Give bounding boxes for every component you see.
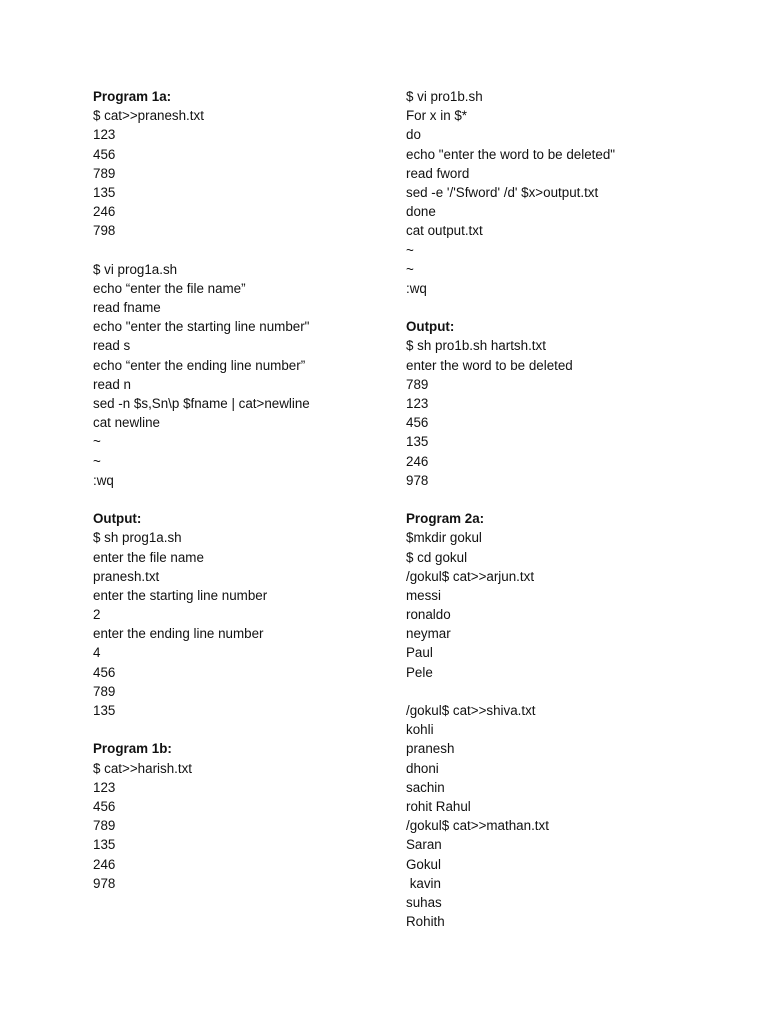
right-text-line: suhas [406,894,442,910]
right-section-heading: Program 2a: [406,511,485,527]
right-text-line: enter the word to be deleted [406,357,573,373]
right-text-line: 135 [406,434,429,450]
right-text-line: messi [406,587,441,603]
right-text-line: neymar [406,626,451,642]
left-section-heading: Program 1a: [93,89,172,104]
right-text-line: ronaldo [406,607,451,623]
left-text-line: $ vi prog1a.sh [93,261,178,277]
left-section-heading: Program 1b: [93,741,172,757]
right-text-line: rohit Rahul [406,798,471,814]
left-text-line: 246 [93,856,116,872]
right-blank-line [406,298,706,317]
left-text-line: 2 [93,607,101,623]
right-text-line: done [406,204,436,220]
right-text-line: sachin [406,779,445,795]
left-text-line: echo “enter the ending line number” [93,357,306,373]
right-text-line: Paul [406,645,433,661]
left-text-line: 798 [93,223,116,239]
right-column [406,87,706,931]
left-text-line: :wq [93,472,114,488]
right-text-line: kavin [406,875,441,891]
right-text-line: Rohith [406,914,445,930]
right-text-line: Pele [406,664,433,680]
left-section-heading: Output: [93,511,142,527]
left-text-line: 135 [93,184,116,200]
right-text-line: 246 [406,453,429,469]
right-blank-line [406,682,706,701]
left-text-line: pranesh.txt [93,568,160,584]
right-text-line: $ sh pro1b.sh hartsh.txt [406,338,546,354]
right-text-line: /gokul$ cat>>arjun.txt [406,568,535,584]
left-text-line: $ cat>>harish.txt [93,760,192,776]
left-text-line: 789 [93,818,116,834]
left-text-line: sed -n $s,Sn\p $fname | cat>newline [93,396,310,411]
right-section-heading: Output: [406,319,455,335]
left-text-line: 135 [93,837,116,853]
left-text-line: 978 [93,875,116,891]
left-text-line: ~ [93,434,101,450]
right-text-line: echo "enter the word to be deleted" [406,146,616,162]
left-text-line: 456 [93,664,116,680]
right-text-line: read fword [406,165,470,181]
left-text-line: 456 [93,146,116,162]
left-text-line: echo "enter the starting line number" [93,319,310,335]
left-text-line: cat newline [93,415,160,431]
right-text-line: For x in $* [406,108,468,124]
left-text-line: 456 [93,798,116,814]
right-text-line: ~ [406,242,414,258]
left-text-line: enter the file name [93,549,204,565]
right-text-line: 123 [406,396,429,411]
right-text-line: $mkdir gokul [406,530,482,546]
right-text-line: :wq [406,280,427,296]
right-text-line: Saran [406,837,442,853]
left-blank-line [93,720,393,739]
right-text-line: kohli [406,722,434,738]
right-text-line: 789 [406,376,429,392]
left-text-line: 789 [93,165,116,181]
left-text-line: enter the ending line number [93,626,264,642]
right-text-line: 456 [406,415,429,431]
left-blank-line [93,241,393,260]
left-text-line: read fname [93,300,161,316]
left-blank-line [93,490,393,509]
left-column [93,87,393,893]
right-text-line: $ cd gokul [406,549,468,565]
left-text-line: 123 [93,127,116,143]
right-blank-line [406,490,706,509]
left-text-line: read s [93,338,131,354]
right-text-line: /gokul$ cat>>mathan.txt [406,818,549,834]
left-text-line: 123 [93,779,116,795]
left-text-line: $ sh prog1a.sh [93,530,182,546]
right-text-line: sed -e '/'Sfword' /d' $x>output.txt [406,184,599,200]
left-text-line: ~ [93,453,101,469]
left-text-line: $ cat>>pranesh.txt [93,108,204,124]
left-text-line: 789 [93,683,116,699]
right-text-line: /gokul$ cat>>shiva.txt [406,703,536,718]
left-text-line: enter the starting line number [93,587,268,603]
right-text-line: cat output.txt [406,223,483,239]
left-text-line: echo “enter the file name” [93,280,246,296]
left-text-line: read n [93,376,131,392]
right-text-line: do [406,127,421,143]
right-text-line: 978 [406,472,429,488]
right-text-line: pranesh [406,741,455,757]
left-text-line: 246 [93,204,116,220]
right-text-line: ~ [406,261,414,277]
right-text-line: dhoni [406,760,439,776]
right-text-line: $ vi pro1b.sh [406,89,483,104]
left-text-line: 4 [93,645,101,661]
left-text-line: 135 [93,703,116,718]
right-text-line: Gokul [406,856,441,872]
